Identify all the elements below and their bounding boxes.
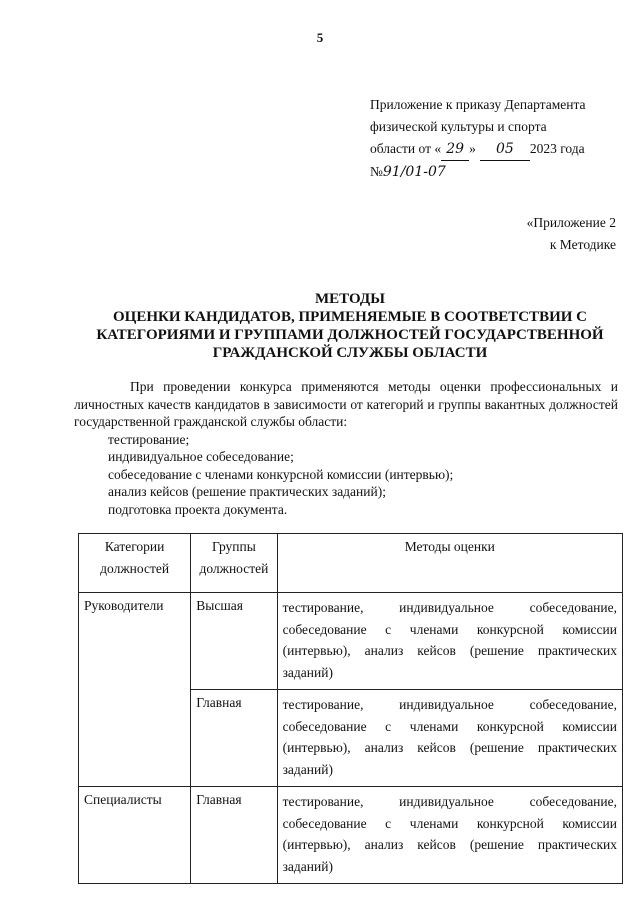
- list-item: собеседование с членами конкурсной комиссии (интервью);: [108, 466, 454, 482]
- cell-category: Руководители: [79, 593, 191, 787]
- approval-date-sep: »: [469, 141, 476, 156]
- appendix-line-2: к Методике: [549, 237, 616, 252]
- title-line-1: МЕТОДЫ: [315, 291, 385, 307]
- page-number: 5: [316, 30, 324, 45]
- body-text: [74, 378, 618, 518]
- list-item: индивидуальное собеседование;: [108, 449, 294, 464]
- handwritten-month: 05: [480, 138, 530, 161]
- approval-block: [370, 94, 620, 183]
- number-sign: №: [370, 164, 383, 179]
- appendix-reference: [527, 212, 616, 256]
- approval-year: 2023 года: [529, 141, 585, 156]
- list-item: анализ кейсов (решение практических заданий);: [108, 484, 386, 499]
- approval-number-line: [370, 161, 620, 183]
- table-header-row: [79, 534, 623, 593]
- handwritten-day: 29: [441, 138, 469, 161]
- approval-date-line: [370, 138, 620, 161]
- cell-methods: тестирование, индивидуальное собеседование, собеседование с членами конкурсной комиссии (интервью), анализ кейсов (решение практических заданий): [277, 690, 622, 787]
- table-row: [79, 787, 623, 884]
- cell-group: Главная: [191, 787, 277, 884]
- header-methods: Методы оценки: [277, 534, 622, 593]
- methods-table: [78, 533, 623, 884]
- list-item: подготовка проекта документа.: [108, 501, 288, 517]
- approval-line-1: Приложение к приказу Департамента: [370, 97, 586, 112]
- cell-methods: тестирование, индивидуальное собеседование, собеседование с членами конкурсной комиссии (интервью), анализ кейсов (решение практических заданий): [277, 787, 622, 884]
- document-title: [60, 290, 640, 362]
- cell-group: Главная: [191, 690, 277, 787]
- title-line-2: ОЦЕНКИ КАНДИДАТОВ, ПРИМЕНЯЕМЫЕ В СООТВЕТСТВИИ С: [113, 309, 587, 325]
- header-category: Категории должностей: [79, 534, 191, 593]
- approval-line-2: физической культуры и спорта: [370, 119, 547, 134]
- title-line-4: ГРАЖДАНСКОЙ СЛУЖБЫ ОБЛАСТИ: [212, 345, 488, 361]
- appendix-line-1: «Приложение 2: [526, 215, 616, 230]
- handwritten-number: 91/01-07: [382, 164, 446, 180]
- cell-methods: тестирование, индивидуальное собеседование, собеседование с членами конкурсной комиссии (интервью), анализ кейсов (решение практических заданий): [277, 593, 622, 690]
- methods-list: [74, 431, 618, 519]
- table-row: [79, 593, 623, 690]
- header-group: Группы должностей: [191, 534, 277, 593]
- list-item: тестирование;: [108, 431, 190, 447]
- cell-category: Специалисты: [79, 787, 191, 884]
- cell-group: Высшая: [191, 593, 277, 690]
- intro-paragraph: При проведении конкурса применяются методы оценки профессиональных и личностных качеств кандидатов в зависимости от категорий и группы вакантных должностей государственной гражданской службы области:: [74, 379, 618, 429]
- approval-date-prefix: области от «: [370, 141, 442, 156]
- title-line-3: КАТЕГОРИЯМИ И ГРУППАМИ ДОЛЖНОСТЕЙ ГОСУДАРСТВЕННОЙ: [96, 327, 604, 343]
